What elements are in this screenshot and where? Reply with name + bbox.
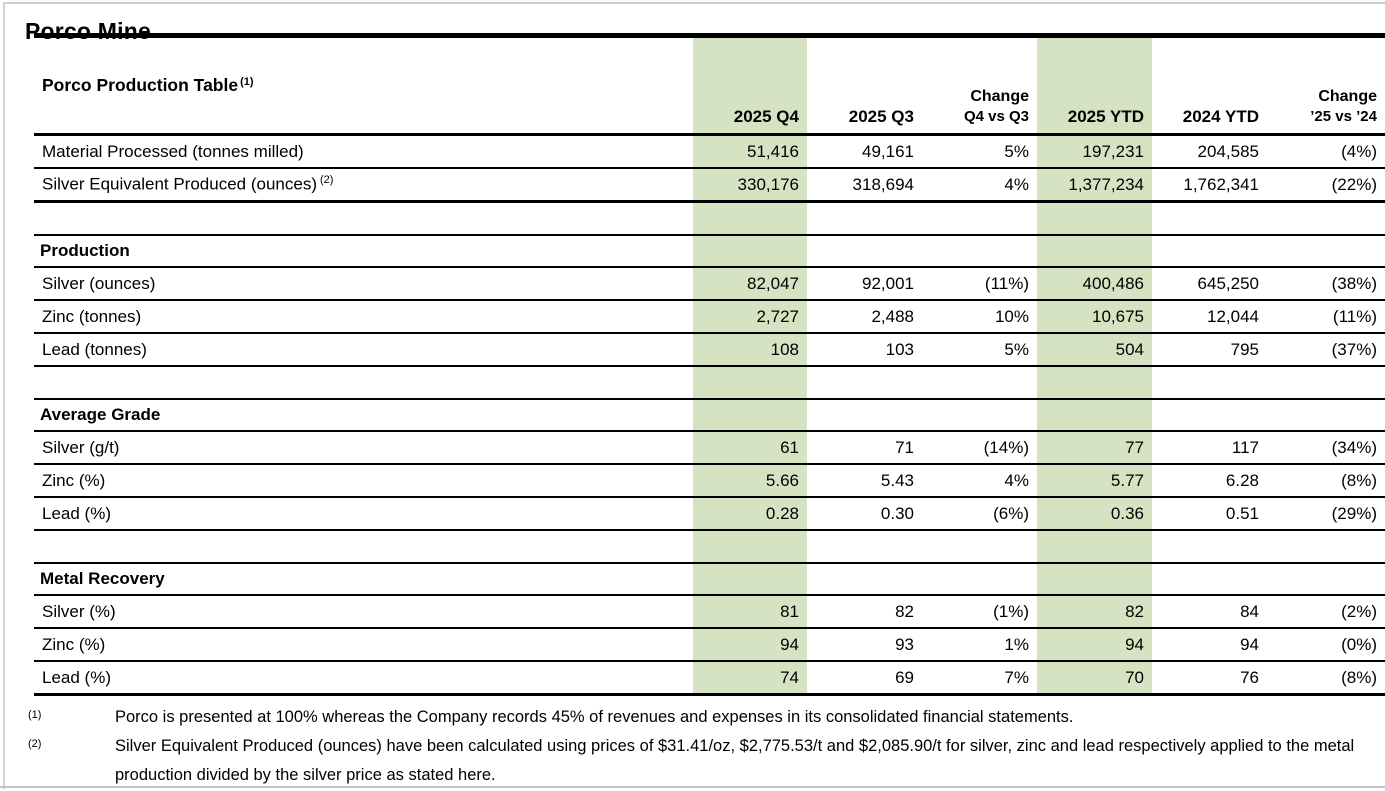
table-title-footnote-ref: (1): [240, 75, 254, 88]
column-header-2025-q4: 2025 Q4: [693, 36, 807, 135]
cell-value: 1%: [1004, 634, 1029, 654]
column-header-change-q4-vs-q3: Change Q4 vs Q3: [963, 88, 1029, 125]
row-label: Silver (g/t): [42, 437, 120, 457]
row-label: Silver Equivalent Produced (ounces) $^{(2)}$: [42, 174, 334, 194]
cell-value: 0.30: [880, 503, 914, 523]
cell-value: 2,727: [693, 300, 807, 333]
cell-value: 7%: [1004, 667, 1029, 687]
cell-value: 1,762,341: [1183, 174, 1259, 194]
column-header-2025-ytd: 2025 YTD: [1037, 36, 1152, 135]
row-label: Silver (ounces): [42, 273, 156, 293]
spacer-row: [34, 366, 1385, 399]
cell-value: 6.28: [1225, 470, 1259, 490]
cell-value: 330,176: [693, 168, 807, 202]
table-row-grade-lead: [34, 497, 1385, 530]
cell-value: (22%): [1331, 174, 1377, 194]
cell-value: 795: [1230, 339, 1259, 359]
cell-value: 61: [693, 431, 807, 464]
table-row-recovery-lead: [34, 661, 1385, 695]
footnote-text: Silver Equivalent Produced (ounces) have been calculated using prices of $31.41/oz, $2,775.53/t and $2,085.90/t for silver, zinc and lead respectively applied to the metal production divided by the silver price as stated here.: [115, 737, 1355, 784]
column-header-2024-ytd: 2024 YTD: [1182, 107, 1259, 126]
row-footnote-ref: (2): [319, 174, 334, 187]
cell-value: 5%: [1004, 339, 1029, 359]
cell-value: 81: [693, 595, 807, 628]
cell-value: (11%): [984, 273, 1029, 293]
table-row-silver-equivalent: [34, 168, 1385, 202]
page-left-edge: [3, 2, 5, 789]
cell-value: 51,416: [693, 135, 807, 169]
cell-value: 5%: [1004, 141, 1029, 161]
cell-value: 4%: [1004, 470, 1029, 490]
table-row-recovery-zinc: [34, 628, 1385, 661]
production-table: [34, 33, 1385, 696]
cell-value: 69: [895, 667, 914, 687]
spacer-row: [34, 202, 1385, 236]
cell-value: 204,585: [1197, 141, 1259, 161]
section-title: Average Grade: [40, 405, 161, 424]
cell-value: 400,486: [1037, 267, 1152, 300]
row-label: Lead (%): [42, 667, 111, 687]
page-top-edge: [4, 2, 1385, 4]
section-header-metal-recovery: [34, 563, 1385, 595]
cell-value: 5.66: [693, 464, 807, 497]
row-label: Zinc (%): [42, 634, 106, 654]
cell-value: 82: [895, 601, 914, 621]
cell-value: (14%): [983, 437, 1029, 457]
cell-value: 0.28: [693, 497, 807, 530]
cell-value: 318,694: [852, 174, 914, 194]
table-row-material-processed: [34, 135, 1385, 169]
cell-value: 71: [895, 437, 914, 457]
row-label: Lead (%): [42, 503, 111, 523]
section-title: Metal Recovery: [40, 569, 165, 588]
cell-value: (8%): [1341, 470, 1377, 490]
table-row-grade-zinc: [34, 464, 1385, 497]
column-header-2025-q3: 2025 Q3: [848, 107, 914, 126]
cell-value: 10%: [994, 306, 1029, 326]
table-title-cell: [34, 36, 693, 135]
row-label: Material Processed (tonnes milled): [42, 141, 304, 161]
footnotes: [28, 703, 1368, 790]
footnote-2: [28, 732, 1368, 790]
cell-value: 70: [1037, 661, 1152, 695]
footnote-marker: (2): [28, 738, 42, 750]
row-label: Lead (tonnes): [42, 339, 147, 359]
table-header-row: [34, 36, 1385, 135]
cell-value: (37%): [1331, 339, 1377, 359]
spacer-row: [34, 530, 1385, 563]
table-title: Porco Production Table: [42, 75, 239, 95]
footnote-marker: (1): [28, 709, 42, 721]
cell-value: 94: [1037, 628, 1152, 661]
cell-value: 5.77: [1037, 464, 1152, 497]
cell-value: (8%): [1341, 667, 1377, 687]
cell-value: (34%): [1331, 437, 1377, 457]
page-title: Porco Mine: [25, 18, 151, 45]
table-row-recovery-silver: [34, 595, 1385, 628]
cell-value: 108: [693, 333, 807, 366]
cell-value: (29%): [1331, 503, 1377, 523]
footnote-text: Porco is presented at 100% whereas the Company records 45% of revenues and expenses in its consolidated financial statements.: [115, 708, 1074, 726]
cell-value: 2,488: [871, 306, 914, 326]
cell-value: 5.43: [880, 470, 914, 490]
cell-value: 10,675: [1037, 300, 1152, 333]
cell-value: (11%): [1332, 306, 1377, 326]
cell-value: 94: [1240, 634, 1259, 654]
cell-value: 77: [1037, 431, 1152, 464]
cell-value: 645,250: [1197, 273, 1259, 293]
footnote-1: [28, 703, 1368, 732]
cell-value: 82,047: [693, 267, 807, 300]
cell-value: 504: [1037, 333, 1152, 366]
table-row-production-lead: [34, 333, 1385, 366]
cell-value: (6%): [993, 503, 1029, 523]
cell-value: 197,231: [1037, 135, 1152, 169]
cell-value: 74: [693, 661, 807, 695]
cell-value: 1,377,234: [1037, 168, 1152, 202]
table-row-production-silver: [34, 267, 1385, 300]
cell-value: 12,044: [1207, 306, 1259, 326]
cell-value: (0%): [1341, 634, 1377, 654]
cell-value: 0.51: [1225, 503, 1259, 523]
cell-value: (4%): [1341, 141, 1377, 161]
row-label: Silver (%): [42, 601, 116, 621]
row-label: Zinc (tonnes): [42, 306, 142, 326]
cell-value: (38%): [1331, 273, 1377, 293]
cell-value: 92,001: [862, 273, 914, 293]
cell-value: 76: [1240, 667, 1259, 687]
cell-value: 82: [1037, 595, 1152, 628]
cell-value: 94: [693, 628, 807, 661]
row-label: Zinc (%): [42, 470, 106, 490]
cell-value: 84: [1240, 601, 1259, 621]
cell-value: (2%): [1341, 601, 1377, 621]
section-header-average-grade: [34, 399, 1385, 431]
cell-value: 4%: [1004, 174, 1029, 194]
section-header-production: [34, 235, 1385, 267]
column-header-change-25-vs-24: Change ’25 vs ’24: [1310, 88, 1377, 125]
cell-value: 0.36: [1037, 497, 1152, 530]
page-bottom-edge: [0, 786, 1385, 788]
cell-value: 93: [895, 634, 914, 654]
table-row-production-zinc: [34, 300, 1385, 333]
table-row-grade-silver: [34, 431, 1385, 464]
cell-value: (1%): [993, 601, 1029, 621]
section-title: Production: [40, 241, 130, 260]
cell-value: 117: [1231, 437, 1259, 457]
cell-value: 103: [885, 339, 914, 359]
cell-value: 49,161: [862, 141, 914, 161]
